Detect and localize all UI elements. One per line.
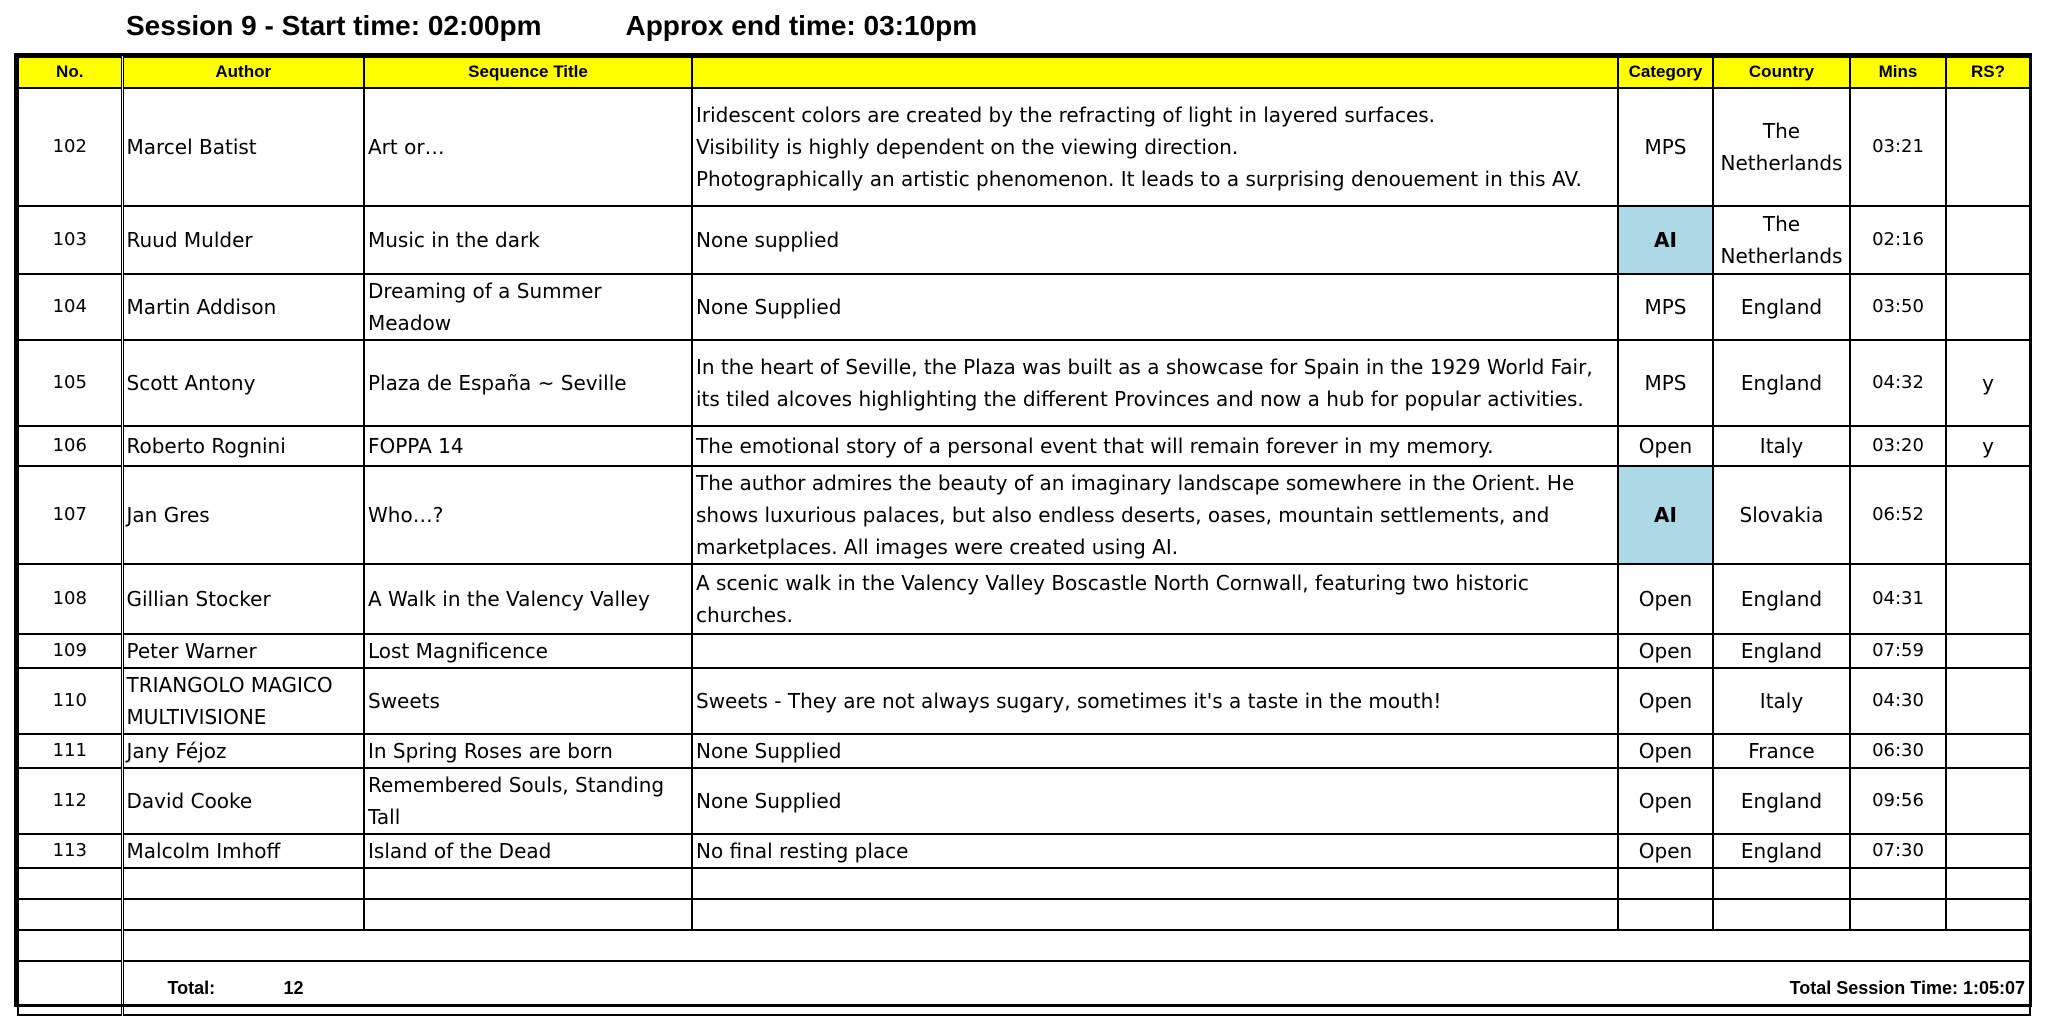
blank-cell (1713, 868, 1850, 899)
cell-no: 107 (18, 466, 122, 564)
blank-row (18, 930, 2030, 961)
cell-category: Open (1618, 564, 1713, 634)
cell-category: AI (1618, 206, 1713, 274)
blank-cell (1713, 899, 1850, 930)
blank-cell (1618, 899, 1713, 930)
table-row (18, 564, 2030, 634)
blank-cell (692, 899, 1618, 930)
cell-rs: y (1946, 426, 2030, 466)
blank-row (18, 899, 2030, 930)
table-row (18, 634, 2030, 668)
cell-rs (1946, 634, 2030, 668)
cell-country: France (1713, 734, 1850, 768)
blank-cell (122, 930, 2030, 961)
session-schedule-table (17, 56, 2031, 1016)
total-label: Total: (167, 978, 216, 998)
cell-title: Sweets (364, 668, 692, 734)
col-header-country: Country (1713, 57, 1850, 88)
cell-mins: 04:31 (1850, 564, 1946, 634)
table-row (18, 426, 2030, 466)
cell-country: England (1713, 768, 1850, 834)
blank-cell (364, 899, 692, 930)
cell-title: Lost Magnificence (364, 634, 692, 668)
cell-rs (1946, 206, 2030, 274)
cell-rs (1946, 274, 2030, 340)
blank-cell (122, 868, 364, 899)
cell-no: 111 (18, 734, 122, 768)
cell-rs (1946, 88, 2030, 206)
cell-country: England (1713, 634, 1850, 668)
cell-rs (1946, 734, 2030, 768)
cell-rs: y (1946, 340, 2030, 426)
cell-no: 104 (18, 274, 122, 340)
cell-mins: 07:30 (1850, 834, 1946, 868)
header-row (18, 57, 2030, 88)
cell-mins: 07:59 (1850, 634, 1946, 668)
cell-title: FOPPA 14 (364, 426, 692, 466)
blank-cell (1850, 868, 1946, 899)
table-row (18, 734, 2030, 768)
cell-country: England (1713, 340, 1850, 426)
cell-mins: 03:20 (1850, 426, 1946, 466)
cell-country: England (1713, 274, 1850, 340)
cell-description (692, 634, 1618, 668)
cell-country: Italy (1713, 668, 1850, 734)
cell-description: A scenic walk in the Valency Valley Boscastle North Cornwall, featuring two historic churches. (692, 564, 1618, 634)
col-header-no: No. (18, 57, 122, 88)
cell-category: Open (1618, 768, 1713, 834)
cell-country: Slovakia (1713, 466, 1850, 564)
cell-title: Plaza de España ~ Seville (364, 340, 692, 426)
cell-country: England (1713, 834, 1850, 868)
cell-category: MPS (1618, 88, 1713, 206)
cell-description: None Supplied (692, 274, 1618, 340)
blank-cell (18, 899, 122, 930)
table-row (18, 340, 2030, 426)
cell-country: England (1713, 564, 1850, 634)
cell-category: Open (1618, 426, 1713, 466)
blank-cell (1850, 899, 1946, 930)
cell-mins: 04:30 (1850, 668, 1946, 734)
cell-description: The author admires the beauty of an imaginary landscape somewhere in the Orient. He shows luxurious palaces, but also endless deserts, oases, mountain settlements, and marketplaces. All images were created using AI. (692, 466, 1618, 564)
cell-author: Malcolm Imhoff (122, 834, 364, 868)
cell-mins: 02:16 (1850, 206, 1946, 274)
session-end-time: Approx end time: 03:10pm (625, 10, 978, 41)
blank-row (18, 868, 2030, 899)
cell-rs (1946, 768, 2030, 834)
cell-title: Art or… (364, 88, 692, 206)
cell-author: David Cooke (122, 768, 364, 834)
total-session-time: Total Session Time: 1:05:07 (1789, 978, 2025, 998)
col-header-description (692, 57, 1618, 88)
cell-category: Open (1618, 634, 1713, 668)
cell-description: No final resting place (692, 834, 1618, 868)
cell-title: In Spring Roses are born (364, 734, 692, 768)
cell-mins: 03:50 (1850, 274, 1946, 340)
cell-no: 110 (18, 668, 122, 734)
table-row (18, 466, 2030, 564)
table-row (18, 274, 2030, 340)
cell-rs (1946, 564, 2030, 634)
blank-cell (692, 868, 1618, 899)
blank-cell (364, 868, 692, 899)
session-start-title: Session 9 - Start time: 02:00pm (126, 10, 542, 41)
cell-description: None supplied (692, 206, 1618, 274)
cell-author: Martin Addison (122, 274, 364, 340)
cell-mins: 03:21 (1850, 88, 1946, 206)
cell-no: 106 (18, 426, 122, 466)
cell-author: Ruud Mulder (122, 206, 364, 274)
table-row (18, 88, 2030, 206)
blank-cell (122, 899, 364, 930)
cell-no: 103 (18, 206, 122, 274)
cell-author: Peter Warner (122, 634, 364, 668)
blank-cell (18, 930, 122, 961)
cell-country: The Netherlands (1713, 206, 1850, 274)
blank-cell (1618, 868, 1713, 899)
cell-no: 102 (18, 88, 122, 206)
cell-rs (1946, 668, 2030, 734)
cell-mins: 09:56 (1850, 768, 1946, 834)
cell-author: Gillian Stocker (122, 564, 364, 634)
blank-cell (1946, 868, 2030, 899)
cell-title: Who…? (364, 466, 692, 564)
cell-description: The emotional story of a personal event that will remain forever in my memory. (692, 426, 1618, 466)
cell-no: 112 (18, 768, 122, 834)
col-header-author: Author (122, 57, 364, 88)
cell-no: 109 (18, 634, 122, 668)
cell-no: 105 (18, 340, 122, 426)
table-row (18, 668, 2030, 734)
table-body (18, 88, 2030, 1015)
col-header-rs: RS? (1946, 57, 2030, 88)
table-row (18, 834, 2030, 868)
cell-category: AI (1618, 466, 1713, 564)
cell-author: TRIANGOLO MAGICO MULTIVISIONE (122, 668, 364, 734)
totals-no-cell (18, 961, 122, 1015)
cell-category: Open (1618, 734, 1713, 768)
cell-author: Jany Féjoz (122, 734, 364, 768)
cell-category: MPS (1618, 340, 1713, 426)
cell-title: Remembered Souls, Standing Tall (364, 768, 692, 834)
cell-category: MPS (1618, 274, 1713, 340)
table-row (18, 206, 2030, 274)
cell-description: Iridescent colors are created by the refracting of light in layered surfaces. Visibility is highly dependent on the viewing direction. Photographically an artistic phenomenon. It leads to a surprising denouement in this AV. (692, 88, 1618, 206)
cell-category: Open (1618, 834, 1713, 868)
table-row (18, 768, 2030, 834)
cell-title: A Walk in the Valency Valley (364, 564, 692, 634)
session-header (126, 6, 977, 46)
cell-author: Jan Gres (122, 466, 364, 564)
cell-category: Open (1618, 668, 1713, 734)
col-header-title: Sequence Title (364, 57, 692, 88)
cell-mins: 04:32 (1850, 340, 1946, 426)
cell-title: Island of the Dead (364, 834, 692, 868)
cell-country: The Netherlands (1713, 88, 1850, 206)
cell-rs (1946, 466, 2030, 564)
col-header-mins: Mins (1850, 57, 1946, 88)
cell-description: None Supplied (692, 768, 1618, 834)
cell-author: Marcel Batist (122, 88, 364, 206)
cell-title: Music in the dark (364, 206, 692, 274)
cell-author: Scott Antony (122, 340, 364, 426)
totals-row (18, 961, 2030, 1015)
cell-description: None Supplied (692, 734, 1618, 768)
total-count: 12 (283, 978, 304, 998)
blank-cell (18, 868, 122, 899)
cell-mins: 06:30 (1850, 734, 1946, 768)
cell-author: Roberto Rognini (122, 426, 364, 466)
cell-country: Italy (1713, 426, 1850, 466)
cell-no: 108 (18, 564, 122, 634)
col-header-category: Category (1618, 57, 1713, 88)
cell-title: Dreaming of a Summer Meadow (364, 274, 692, 340)
cell-description: Sweets - They are not always sugary, sometimes it's a taste in the mouth! (692, 668, 1618, 734)
cell-no: 113 (18, 834, 122, 868)
totals-cell (122, 961, 2030, 1015)
cell-description: In the heart of Seville, the Plaza was built as a showcase for Spain in the 1929 World Fair, its tiled alcoves highlighting the different Provinces and now a hub for popular activities. (692, 340, 1618, 426)
blank-cell (1946, 899, 2030, 930)
cell-mins: 06:52 (1850, 466, 1946, 564)
cell-rs (1946, 834, 2030, 868)
